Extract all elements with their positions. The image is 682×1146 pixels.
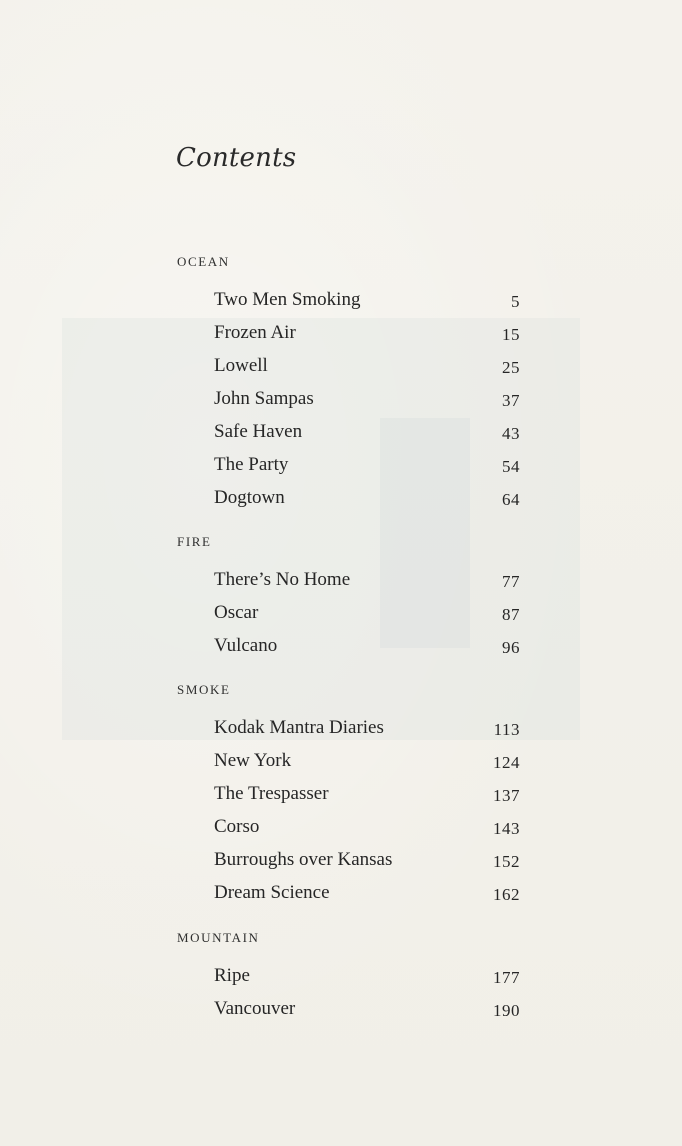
toc-entry — [214, 569, 520, 593]
entry-title: Frozen Air — [214, 322, 296, 343]
entry-page: 96 — [502, 638, 520, 657]
entry-page: 87 — [502, 605, 520, 624]
toc-entry — [214, 635, 520, 659]
page-title: Contents — [176, 143, 297, 173]
toc-entry — [214, 965, 520, 989]
entry-title: Corso — [214, 816, 260, 837]
entry-page: 15 — [502, 325, 520, 344]
toc-entry — [214, 289, 520, 313]
toc-entry — [214, 421, 520, 445]
toc-entry — [214, 998, 520, 1022]
entry-title: Vancouver — [214, 998, 296, 1019]
section-label-fire: FIRE — [177, 534, 212, 549]
toc-entry — [214, 783, 520, 807]
entry-page: 113 — [493, 720, 520, 739]
entry-page: 64 — [502, 490, 520, 509]
toc-entry — [214, 355, 520, 379]
entry-page: 37 — [502, 391, 520, 410]
entry-page: 54 — [502, 457, 520, 476]
entry-title: Safe Haven — [214, 421, 303, 442]
entry-title: Dogtown — [214, 487, 285, 508]
entry-page: 177 — [493, 968, 520, 987]
entry-page: 137 — [493, 786, 520, 805]
toc-entry — [214, 454, 520, 478]
entry-title: Kodak Mantra Diaries — [214, 717, 384, 738]
entry-title: Dream Science — [214, 882, 330, 903]
toc-entry — [214, 816, 520, 840]
entry-title: John Sampas — [214, 388, 314, 409]
section-label-smoke: SMOKE — [177, 682, 231, 697]
section-label-ocean: OCEAN — [177, 254, 230, 269]
toc-entry — [214, 750, 520, 774]
entry-title: Lowell — [214, 355, 268, 376]
entry-page: 43 — [502, 424, 520, 443]
toc-entry — [214, 487, 520, 511]
entry-title: Oscar — [214, 602, 259, 623]
toc-entry — [214, 717, 520, 741]
entry-title: Ripe — [214, 965, 250, 986]
entry-page: 152 — [493, 852, 520, 871]
entry-title: Burroughs over Kansas — [214, 849, 393, 870]
toc-entry — [214, 322, 520, 346]
entry-page: 124 — [493, 753, 520, 772]
entry-title: The Party — [214, 454, 289, 475]
bleed-through-shadow — [62, 318, 580, 740]
entry-page: 77 — [502, 572, 520, 591]
entry-title: The Trespasser — [214, 783, 329, 804]
entry-page: 190 — [493, 1001, 520, 1020]
toc-entry — [214, 849, 520, 873]
entry-title: New York — [214, 750, 292, 771]
entry-page: 25 — [502, 358, 520, 377]
entry-title: Two Men Smoking — [214, 289, 361, 310]
entry-title: There’s No Home — [214, 569, 351, 590]
section-label-mountain: MOUNTAIN — [177, 930, 260, 945]
toc-entry — [214, 388, 520, 412]
toc-entry — [214, 882, 520, 906]
entry-page: 5 — [511, 292, 520, 311]
entry-page: 162 — [493, 885, 520, 904]
toc-entry — [214, 602, 520, 626]
entry-title: Vulcano — [214, 635, 278, 656]
entry-page: 143 — [493, 819, 520, 838]
